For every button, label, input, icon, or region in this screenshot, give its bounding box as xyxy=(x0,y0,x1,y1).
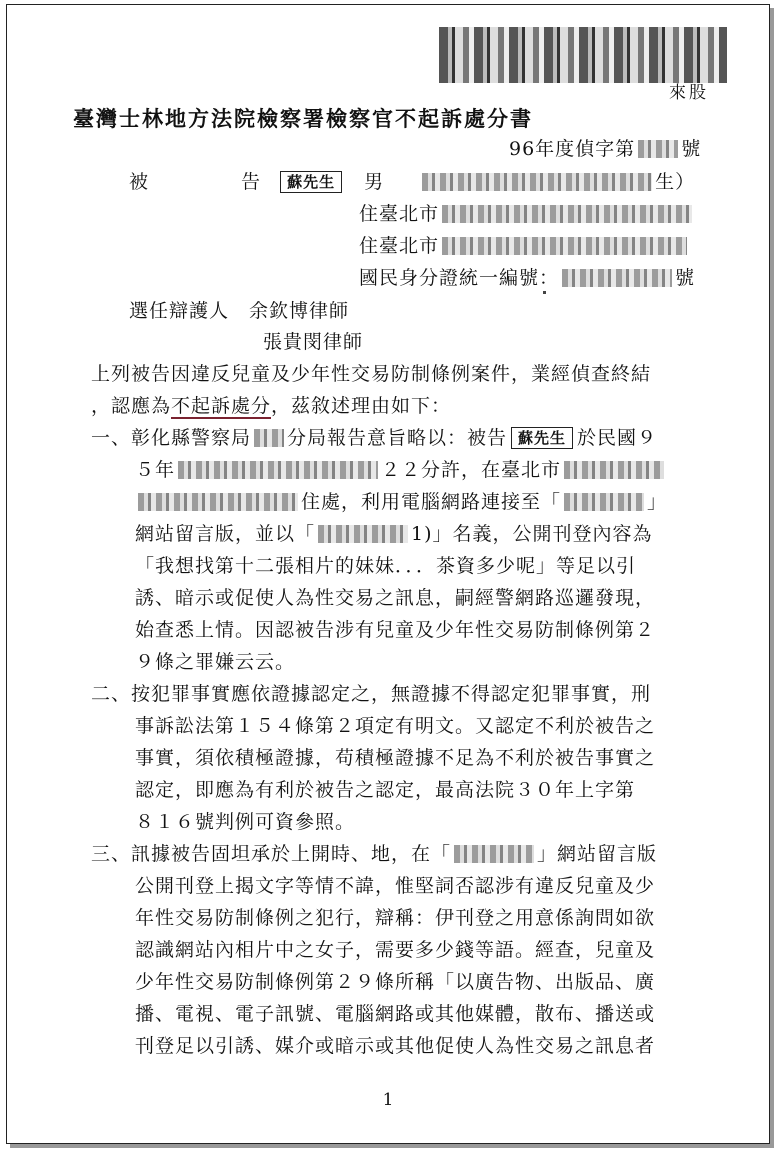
case-number: 96年度偵字第 號 xyxy=(509,138,702,160)
s3-line-2: 公開刊登上揭文字等情不諱，惟堅詞否認涉有違反兒童及少 xyxy=(135,875,656,897)
s1-line-2: ５年 ２２分許，在臺北市 xyxy=(135,458,667,482)
intro-line-1: 上列被告因違反兒童及少年性交易防制條例案件，業經偵查終結 xyxy=(91,363,652,385)
counsel-line: 選任辯護人 余欽博律師 xyxy=(129,300,350,322)
redacted xyxy=(178,461,378,479)
not-indicted-phrase: 不起訴處分 xyxy=(171,395,272,417)
s1-line-1: 一、彰化縣警察局 分局報告意旨略以：被告 蘇先生 於民國９ xyxy=(91,427,658,449)
address-1: 住臺北市 xyxy=(359,202,695,226)
defendant-line: 被 告 蘇先生 男 生） xyxy=(129,171,696,193)
s2-line-5: ８１６號判例可資參照。 xyxy=(135,811,356,833)
s1-line-4: 網站留言版，並以「 1)」名義，公開刊登內容為 xyxy=(135,523,653,545)
defendant-name: 蘇先生 xyxy=(280,171,342,193)
s2-line-4: 認定，即應為有利於被告之認定，最高法院３０年上字第 xyxy=(135,779,636,801)
s3-line-7: 刊登足以引誘、媒介或暗示或其他促使人為性交易之訊息者 xyxy=(135,1035,656,1057)
s2-line-3: 事實，須依積極證據，苟積極證據不足為不利於被告事實之 xyxy=(135,747,656,769)
document-page xyxy=(6,4,770,1144)
redacted-barcode xyxy=(439,27,727,83)
intro-line-2: ，認應為不起訴處分，茲敘述理由如下： xyxy=(91,395,452,417)
s1-line-3: 住處，利用電腦網路連接至「 」 xyxy=(135,490,667,514)
s3-line-5: 少年性交易防制條例第２９條所稱「以廣告物、出版品、廣 xyxy=(135,971,656,993)
counsel-2: 張貴閔律師 xyxy=(263,331,364,353)
redacted-username xyxy=(318,525,408,543)
stamp-label: 來股 xyxy=(669,83,709,103)
redacted-address-1 xyxy=(442,205,692,223)
s3-line-1: 三、訊據被告固坦承於上開時、地，在「 」網站留言版 xyxy=(91,843,658,865)
document-title: 臺灣士林地方法院檢察署檢察官不起訴處分書 xyxy=(73,106,533,131)
s1-line-5: 「我想找第十二張相片的妹妹．．．茶資多少呢」等足以引 xyxy=(135,555,637,577)
defendant-name-inline: 蘇先生 xyxy=(511,427,573,449)
stray-mark xyxy=(543,291,546,294)
s3-line-3: 年性交易防制條例之犯行，辯稱：伊刊登之用意係詢問如欲 xyxy=(135,907,656,929)
s3-line-6: 播、電視、電子訊號、電腦網路或其他媒體，散布、播送或 xyxy=(135,1003,656,1025)
id-number: 國民身分證統一編號： 號 xyxy=(359,267,696,289)
redacted-case-no xyxy=(638,140,678,158)
redacted xyxy=(138,493,298,511)
redacted-address-2 xyxy=(442,237,687,255)
s2-line-2: 事訴訟法第１５４條第２項定有明文。又認定不利於被告之 xyxy=(135,715,656,737)
s2-line-1: 二、按犯罪事實應依證據認定之，無證據不得認定犯罪事實，刑 xyxy=(91,683,652,705)
redacted-birth xyxy=(422,173,652,191)
address-2: 住臺北市 xyxy=(359,234,690,258)
s1-line-8: ９條之罪嫌云云。 xyxy=(135,651,296,673)
redacted-id xyxy=(562,269,672,287)
redacted xyxy=(564,461,664,479)
redacted-site xyxy=(454,845,534,863)
redacted xyxy=(254,429,284,447)
s1-line-6: 誘、暗示或促使人為性交易之訊息，嗣經警網路巡邏發現， xyxy=(135,587,656,609)
s3-line-4: 認識網站內相片中之女子，需要多少錢等語。經查，兒童及 xyxy=(135,939,656,961)
page-number: 1 xyxy=(382,1090,394,1110)
s1-line-7: 始查悉上情。因認被告涉有兒童及少年性交易防制條例第２ xyxy=(135,619,656,641)
redacted-site xyxy=(564,493,644,511)
